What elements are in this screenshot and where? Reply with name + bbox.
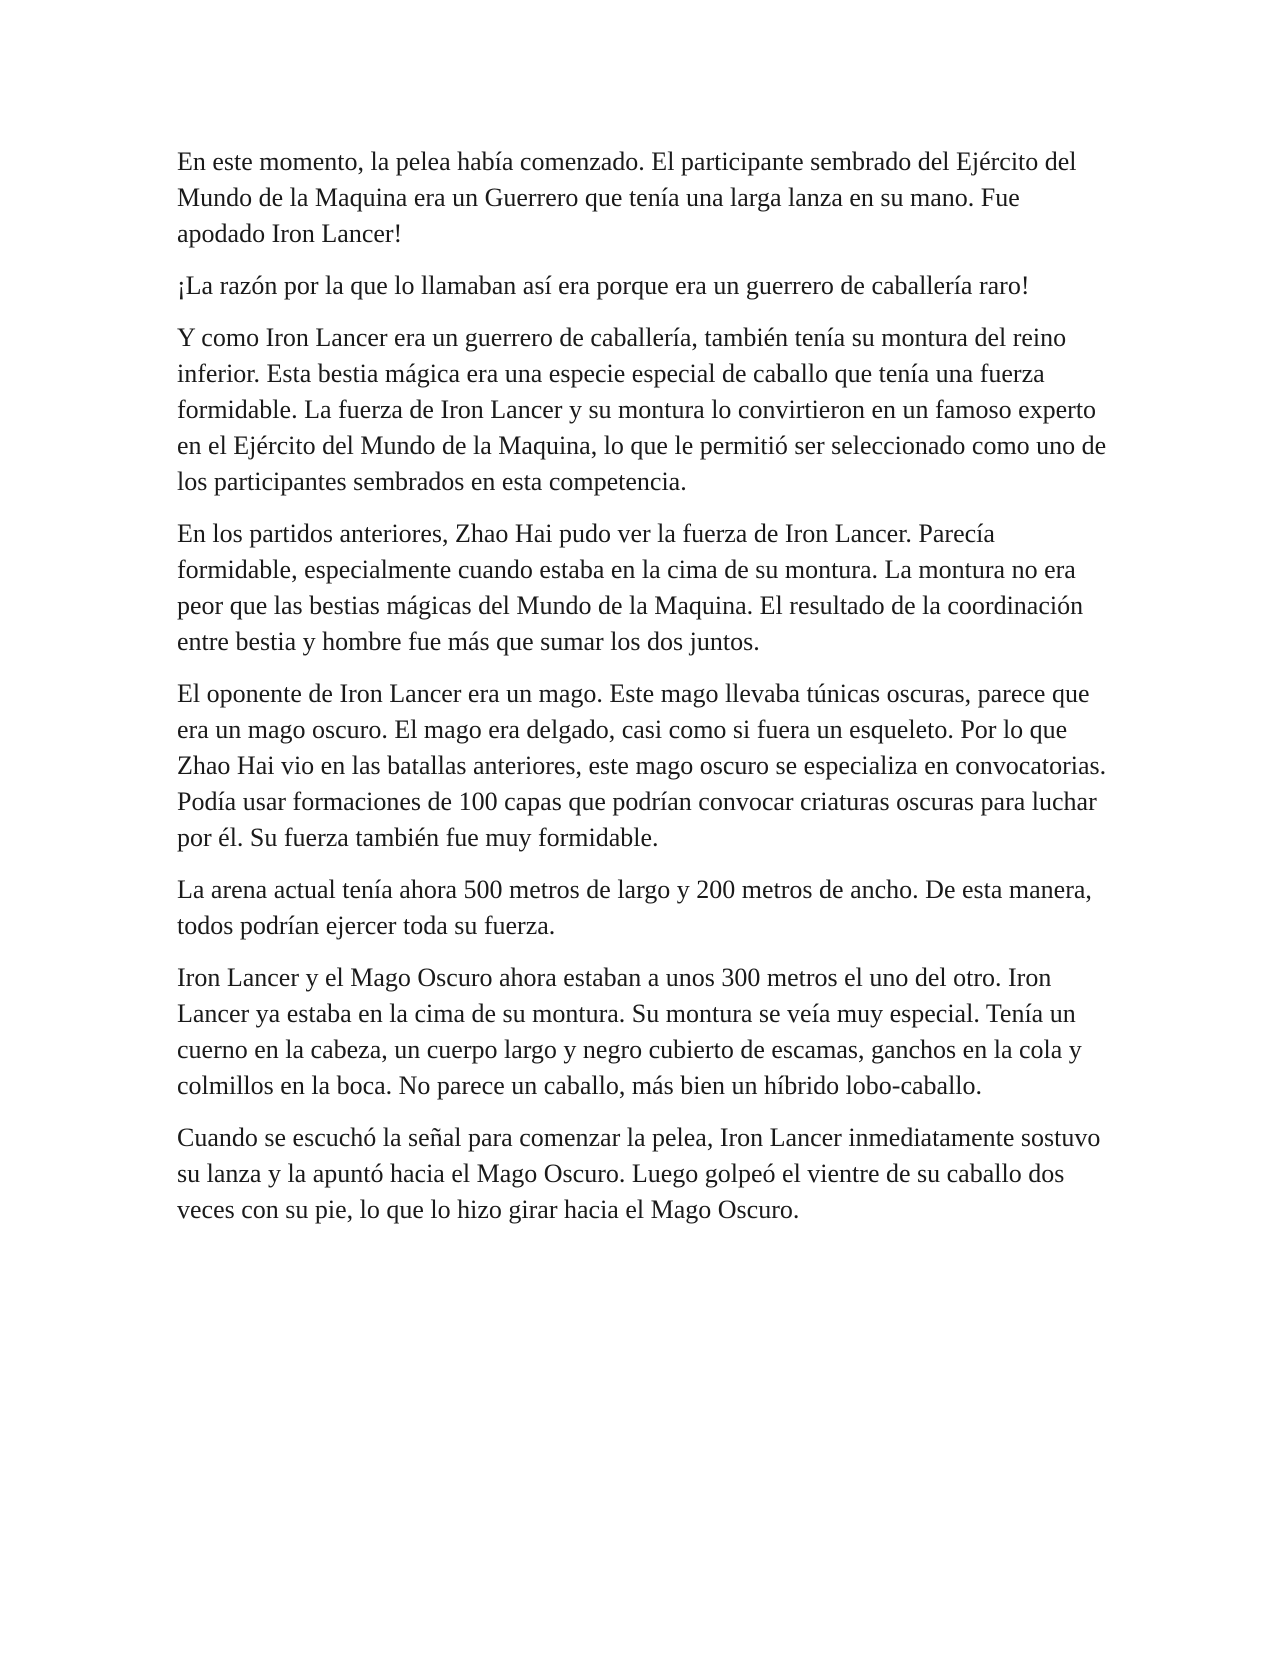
document-page (177, 144, 1107, 1244)
paragraph: Cuando se escuchó la señal para comenzar la pelea, Iron Lancer inmediatamente sostuvo su lanza y la apuntó hacia el Mago Oscuro. Luego golpeó el vientre de su caballo dos veces con su pie, lo que lo hizo girar hacia el Mago Oscuro. (177, 1123, 1101, 1224)
paragraph: La arena actual tenía ahora 500 metros de largo y 200 metros de ancho. De esta manera, todos podrían ejercer toda su fuerza. (177, 875, 1092, 940)
paragraph: ¡La razón por la que lo llamaban así era porque era un guerrero de caballería raro! (177, 271, 1030, 300)
paragraph: Y como Iron Lancer era un guerrero de caballería, también tenía su montura del reino inferior. Esta bestia mágica era una especie especial de caballo que tenía una fuerza formidable. La fuerza de Iron Lancer y su montura lo convirtieron en un famoso experto en el Ejército del Mundo de la Maquina, lo que le permitió ser seleccionado como uno de los participantes sembrados en esta competencia. (177, 323, 1107, 496)
paragraph: En este momento, la pelea había comenzado. El participante sembrado del Ejército del Mundo de la Maquina era un Guerrero que tenía una larga lanza en su mano. Fue apodado Iron Lancer! (177, 147, 1077, 248)
paragraph: En los partidos anteriores, Zhao Hai pudo ver la fuerza de Iron Lancer. Parecía formidable, especialmente cuando estaba en la cima de su montura. La montura no era peor que las bestias mágicas del Mundo de la Maquina. El resultado de la coordinación entre bestia y hombre fue más que sumar los dos juntos. (177, 519, 1084, 656)
paragraph: Iron Lancer y el Mago Oscuro ahora estaban a unos 300 metros el uno del otro. Iron Lancer ya estaba en la cima de su montura. Su montura se veía muy especial. Tenía un cuerno en la cabeza, un cuerpo largo y negro cubierto de escamas, ganchos en la cola y colmillos en la boca. No parece un caballo, más bien un híbrido lobo-caballo. (177, 963, 1082, 1100)
paragraph: El oponente de Iron Lancer era un mago. Este mago llevaba túnicas oscuras, parece que era un mago oscuro. El mago era delgado, casi como si fuera un esqueleto. Por lo que Zhao Hai vio en las batallas anteriores, este mago oscuro se especializa en convocatorias. Podía usar formaciones de 100 capas que podrían convocar criaturas oscuras para luchar por él. Su fuerza también fue muy formidable. (177, 679, 1107, 852)
